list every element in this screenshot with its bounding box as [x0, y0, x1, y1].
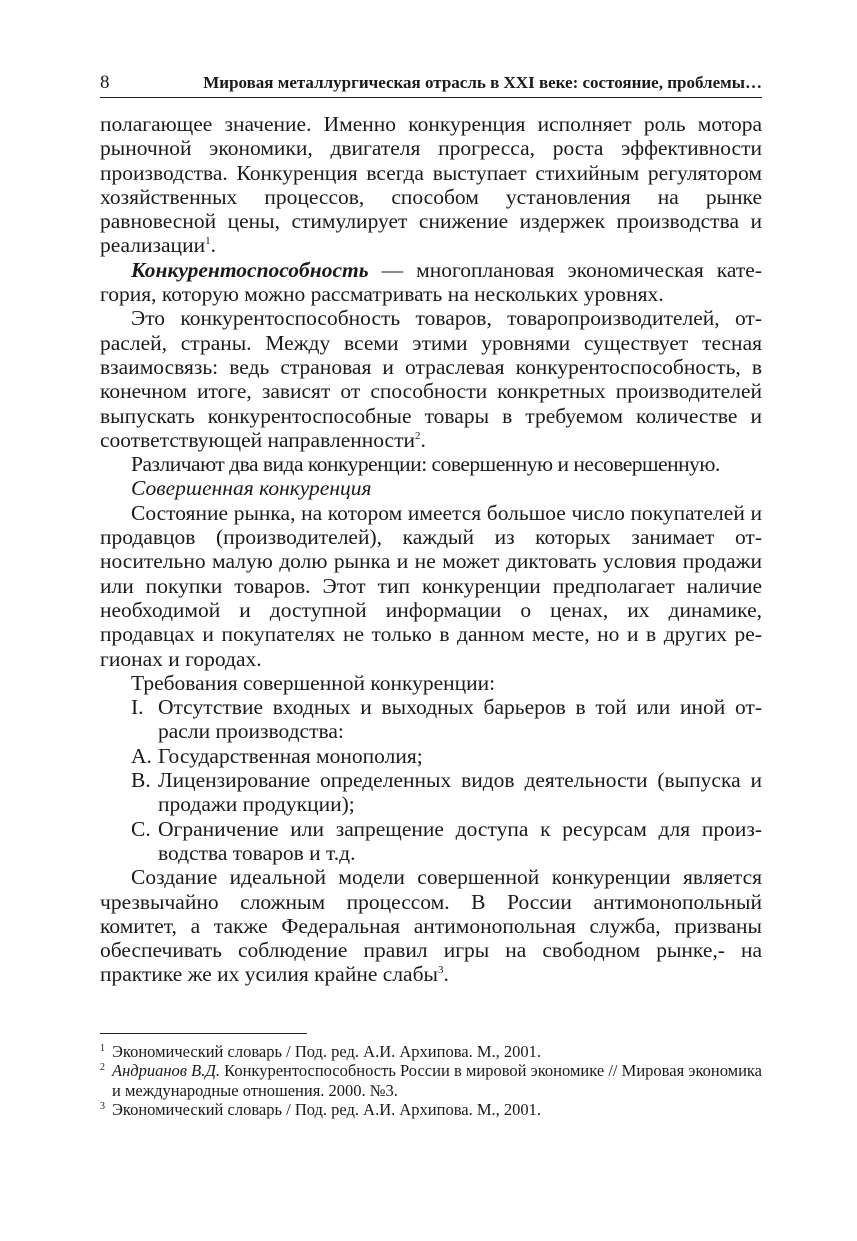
list-item: [100, 695, 762, 744]
footnote-number: 1: [100, 1042, 105, 1054]
paragraph: Это конкурентоспособность товаров, товаропроизводителей, отраслей, страны. Между всеми этими уровнями существует тесная взаимосвязь: ведь страновая и отраслевая конкурентоспособность, в конечном итоге, зависят от способности конкретных производителей выпускать конкурентоспособные товары в требуемом количестве и соответствующей направленности$^2$.: [100, 306, 762, 452]
footnote-number: 3: [100, 1101, 105, 1113]
running-title: Мировая металлургическая отрасль в XXI веке: состояние, проблемы…: [203, 73, 762, 92]
paragraph: Различают два вида конкуренции: совершенную и несовершенную.: [131, 452, 720, 477]
footnotes: [100, 1042, 762, 1120]
running-header: [100, 72, 762, 98]
footnote: [100, 1061, 762, 1100]
list-item: [100, 744, 762, 768]
list-marker: A.: [131, 743, 152, 768]
footnote: [100, 1042, 762, 1062]
defined-term: Конкурентоспособность: [131, 257, 369, 282]
list-item-text: Государственная монополия;: [158, 743, 423, 768]
footnote-text: Андрианов В.Д. Конкурентоспособность России в мировой экономике // Мировая экономика и международные отношения. 2000. №3.: [112, 1061, 762, 1100]
list-item-text: Отсутствие входных и выходных барьеров в той или иной отрасли производства:: [158, 695, 762, 744]
footnote-number: 2: [100, 1062, 105, 1074]
footnote-ref: 1: [205, 235, 211, 248]
main-text: [100, 112, 762, 987]
footnote-text: Экономический словарь / Под. ред. А.И. Архипова. М., 2001.: [112, 1100, 542, 1120]
footnote-ref: 2: [414, 429, 421, 442]
requirements-list: [100, 695, 762, 865]
list-marker: I.: [131, 695, 144, 720]
paragraph: Состояние рынка, на котором имеется большое число покупателей и продавцов (производителей), каждый из которых занимает относительно малую долю рынка и не может диктовать условия продажи или покупки товаров. Этот тип конкуренции предполагает наличие необходимой и доступной информации о ценах, их динамике, продавцах и покупателях не только в данном месте, но и в других регионах и городах.: [100, 500, 762, 671]
paragraph: полагающее значение. Именно конкуренция исполняет роль мотора рыночной экономики, двигателя прогресса, роста эффективности производства. Конкуренция всегда выступает стихийным регулятором хозяйственных процессов, способом установления на рынке равновесной цены, стимулирует снижение издержек производства и реализации$^1$.: [100, 112, 762, 258]
list-marker: C.: [131, 816, 151, 841]
list-item: [100, 817, 762, 866]
list-item: [100, 768, 762, 817]
footnote: [100, 1100, 762, 1120]
footnote-text: Экономический словарь / Под. ред. А.И. Архипова. М., 2001.: [112, 1041, 542, 1061]
paragraph-definition: Конкурентоспособность — многоплановая экономическая категория, которую можно рассматривать на нескольких уровнях.: [100, 257, 762, 307]
footnote-author: Андрианов В.Д.: [112, 1061, 220, 1081]
page-number: 8: [100, 72, 110, 93]
subheading: Совершенная конкуренция: [131, 476, 372, 501]
footnote-divider: [100, 1033, 307, 1034]
list-item-text: Лицензирование определенных видов деятельности (выпуска и продажи продукции);: [158, 768, 762, 817]
list-marker: B.: [131, 768, 151, 793]
list-item-text: Ограничение или запрещение доступа к ресурсам для производства товаров и т.д.: [158, 816, 762, 865]
paragraph: Создание идеальной модели совершенной конкуренции является чрезвычайно сложным процессом. В России антимонопольный комитет, а также Федеральная антимонопольная служба, призваны обеспечивать соблюдение правил игры на свободном рынке,- на практике же их усилия крайне слабы$^3$.: [100, 865, 762, 987]
book-page: [100, 72, 762, 1120]
paragraph: Требования совершенной конкуренции:: [131, 670, 496, 695]
footnote-ref: 3: [437, 964, 444, 977]
